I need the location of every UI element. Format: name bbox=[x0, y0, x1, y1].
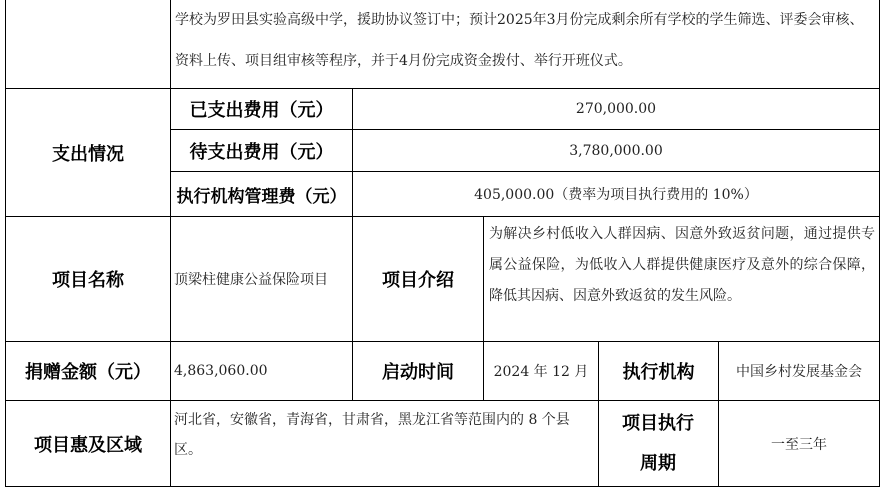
pending-cost-value: 3,780,000.00 bbox=[569, 142, 663, 159]
start-time-label: 启动时间 bbox=[382, 362, 454, 383]
project-name-label: 项目名称 bbox=[52, 270, 124, 291]
executing-org-label: 执行机构 bbox=[622, 362, 695, 383]
donation-amount-label: 捐赠金额（元） bbox=[25, 362, 151, 383]
expenditure-section-label: 支出情况 bbox=[52, 143, 124, 165]
management-fee-label: 执行机构管理费（元） bbox=[176, 186, 347, 207]
executing-org-value: 中国乡村发展基金会 bbox=[736, 364, 862, 380]
execution-period-label: 项目执行周期 bbox=[622, 412, 694, 474]
start-time-value: 2024 年 12 月 bbox=[493, 364, 589, 380]
execution-period-value: 一至三年 bbox=[771, 436, 827, 453]
progress-text: 学校为罗田县实验高级中学，援助协议签订中；预计2025年3月份完成剩余所有学校的学生筛选、评委会审核、资料上传、项目组审核等程序，并于4月份完成资金拨付、举行开班仪式。 bbox=[175, 12, 864, 69]
project-intro-text: 为解决乡村低收入人群因病、因意外致返贫问题，通过提供专属公益保险，为低收入人群提供健康医疗及意外的综合保障，降低其因病、因意外致返贫的发生风险。 bbox=[489, 226, 875, 304]
management-fee-value: 405,000.00（费率为项目执行费用的 10%） bbox=[474, 187, 758, 203]
project-intro-label: 项目介绍 bbox=[382, 270, 454, 291]
coverage-area-value: 河北省，安徽省，青海省，甘肃省，黑龙江省等范围内的 8 个县区。 bbox=[174, 412, 570, 458]
project-name-value: 顶梁柱健康公益保险项目 bbox=[174, 272, 328, 288]
pending-cost-label: 待支出费用（元） bbox=[189, 141, 334, 163]
donation-amount-value: 4,863,060.00 bbox=[174, 363, 268, 379]
coverage-area-label: 项目惠及区域 bbox=[34, 434, 142, 456]
spent-cost-label: 已支出费用（元） bbox=[189, 100, 334, 121]
spent-cost-value: 270,000.00 bbox=[575, 101, 657, 117]
